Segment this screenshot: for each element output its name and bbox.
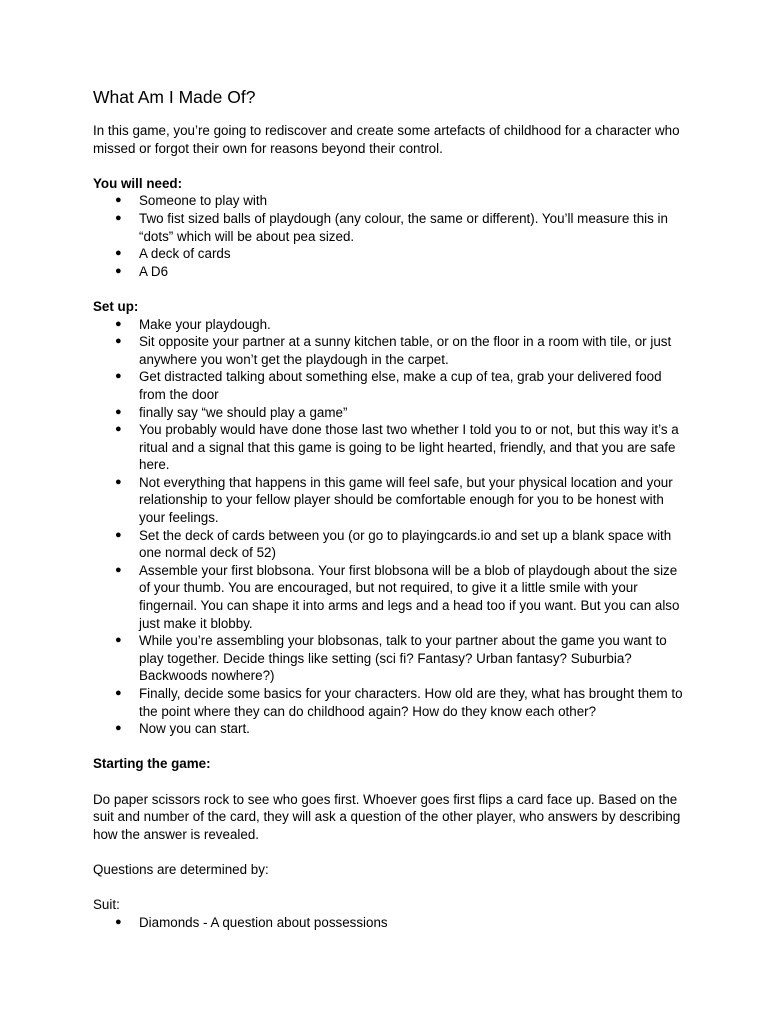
list-item xyxy=(93,562,683,632)
set-up-heading: Set up: xyxy=(93,298,139,314)
bullet-icon: ● xyxy=(115,317,122,330)
spacer xyxy=(93,843,683,861)
bullet-icon: ● xyxy=(115,475,122,488)
bullet-icon: ● xyxy=(115,335,122,348)
list-item xyxy=(93,527,683,562)
list-item xyxy=(93,404,683,422)
list-item xyxy=(93,421,683,474)
list-item-text: Set the deck of cards between you (or go to playingcards.io and set up a blank space with one normal deck of 52) xyxy=(139,527,672,561)
bullet-icon: ● xyxy=(115,405,122,418)
list-item xyxy=(93,474,683,527)
list-item-text: Diamonds - A question about possessions xyxy=(139,914,388,930)
list-item xyxy=(93,210,683,245)
list-item-text: Not everything that happens in this game will feel safe, but your physical location and your relationship to your fellow player should be comfortable enough for you to be honest with your feelings. xyxy=(139,474,673,526)
bullet-icon: ● xyxy=(115,194,122,207)
spacer xyxy=(93,773,683,791)
you-will-need-heading: You will need: xyxy=(93,175,183,191)
starting-game-heading: Starting the game: xyxy=(93,756,211,772)
bullet-icon: ● xyxy=(115,634,122,647)
list-item-text: Now you can start. xyxy=(139,721,250,737)
bullet-icon: ● xyxy=(115,528,122,541)
spacer xyxy=(93,157,683,175)
bullet-icon: ● xyxy=(115,211,122,224)
list-item-text: A deck of cards xyxy=(139,246,231,262)
you-will-need-list xyxy=(93,192,683,280)
list-item xyxy=(93,263,683,281)
list-item xyxy=(93,914,683,932)
list-item-text: Make your playdough. xyxy=(139,316,271,332)
set-up-list xyxy=(93,316,683,738)
bullet-icon: ● xyxy=(115,915,122,928)
spacer xyxy=(93,879,683,897)
list-item xyxy=(93,316,683,334)
list-item-text: Two fist sized balls of playdough (any colour, the same or different). You’ll measure this in “dots” which will be about pea sized. xyxy=(139,210,668,244)
list-item-text: Assemble your first blobsona. Your first blobsona will be a blob of playdough about the size of your thumb. You are encouraged, but not required, to give it a little smile with your fingernail. You can shape it into arms and legs and a head too if you want. But you can also just make it blobby. xyxy=(139,562,680,631)
list-item-text: Finally, decide some basics for your characters. How old are they, what has brought them to the point where they can do childhood again? How do they know each other? xyxy=(139,686,683,719)
list-item-text: Sit opposite your partner at a sunny kitchen table, or on the floor in a room with tile, or just anywhere you won’t get the playdough in the carpet. xyxy=(139,334,672,367)
list-item xyxy=(93,632,683,685)
list-item xyxy=(93,685,683,720)
list-item xyxy=(93,192,683,210)
intro-paragraph: In this game, you’re going to rediscover and create some artefacts of childhood for a character who missed or forgot their own for reasons beyond their control. xyxy=(93,123,680,156)
list-item-text: finally say “we should play a game” xyxy=(139,404,348,420)
bullet-icon: ● xyxy=(115,687,122,699)
list-item-text: Someone to play with xyxy=(139,193,268,209)
list-item xyxy=(93,245,683,263)
suit-label: Suit: xyxy=(93,897,120,913)
bullet-icon: ● xyxy=(115,247,122,260)
list-item-text: While you’re assembling your blobsonas, talk to your partner about the game you want to play together. Decide things like setting (sci fi? Fantasy? Urban fantasy? Suburbia? Backwoods nowhere?) xyxy=(139,633,667,684)
suit-list xyxy=(93,914,683,932)
bullet-icon: ● xyxy=(115,563,122,576)
list-item xyxy=(93,368,683,403)
bullet-icon: ● xyxy=(115,370,122,383)
document-title: What Am I Made Of? xyxy=(93,87,256,107)
list-item xyxy=(93,333,683,368)
bullet-icon: ● xyxy=(115,264,122,277)
list-item-text: A D6 xyxy=(139,263,169,279)
questions-determined-line: Questions are determined by: xyxy=(93,861,269,877)
starting-paragraph: Do paper scissors rock to see who goes first. Whoever goes first flips a card face up. Based on the suit and number of the card, they will ask a question of the other player, who answers by describing how the answer is revealed. xyxy=(93,791,681,842)
list-item xyxy=(93,720,683,738)
list-item-text: Get distracted talking about something else, make a cup of tea, grab your delivered food from the door xyxy=(139,369,662,402)
list-item-text: You probably would have done those last two whether I told you to or not, but this way it’s a ritual and a signal that this game is going to be light hearted, friendly, and that you are safe here. xyxy=(139,422,679,473)
bullet-icon: ● xyxy=(115,722,122,735)
document-page xyxy=(93,86,683,931)
spacer xyxy=(93,738,683,756)
bullet-icon: ● xyxy=(115,423,122,436)
spacer xyxy=(93,280,683,298)
